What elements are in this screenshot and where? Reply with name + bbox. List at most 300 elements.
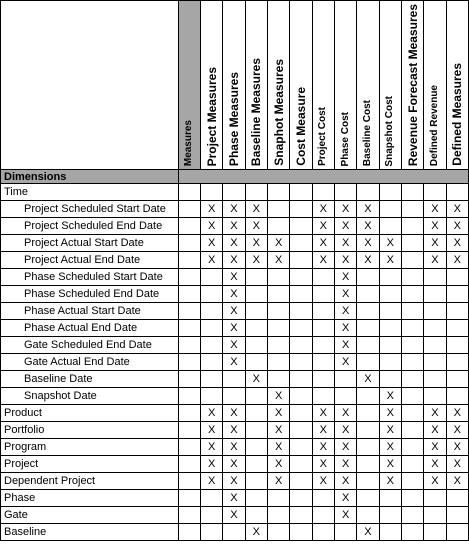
dimension-label: Project [1,456,179,473]
matrix-cell-mark: X [379,473,401,490]
dimension-label: Phase [1,490,179,507]
matrix-cell-mark: X [334,218,356,235]
dimension-row [1,405,469,422]
matrix-cell-mark: X [334,201,356,218]
matrix-cell [446,269,468,286]
dimension-label: Project Scheduled Start Date [1,201,179,218]
matrix-cell [290,439,312,456]
measure-column-header [446,1,468,170]
matrix-cell [401,320,423,337]
dimensions-header-label: Dimensions [1,170,179,184]
matrix-cell [245,422,267,439]
matrix-cell [401,235,423,252]
measures-gap-cell [178,473,200,490]
matrix-cell-mark: X [223,490,245,507]
matrix-cell-mark: X [424,456,446,473]
matrix-cell [424,303,446,320]
matrix-cell-mark: X [223,337,245,354]
dimension-row [1,235,469,252]
matrix-cell [401,269,423,286]
measure-column-label: Defined Revenue [428,84,440,167]
matrix-cell [401,524,423,541]
matrix-cell [200,286,222,303]
matrix-cell [290,422,312,439]
matrix-cell-mark: X [334,456,356,473]
matrix-cell [357,422,379,439]
matrix-cell [424,320,446,337]
matrix-cell [357,184,379,201]
matrix-cell-mark: X [267,405,289,422]
dimension-row [1,490,469,507]
matrix-cell-mark: X [446,456,468,473]
dimension-label: Program [1,439,179,456]
matrix-cell-mark: X [424,218,446,235]
matrix-cell-mark: X [223,439,245,456]
matrix-cell [290,473,312,490]
matrix-cell [267,184,289,201]
matrix-cell [290,388,312,405]
matrix-cell [446,388,468,405]
matrix-cell [267,201,289,218]
matrix-cell-mark: X [446,235,468,252]
matrix-cell-mark: X [200,456,222,473]
matrix-cell-mark: X [334,252,356,269]
measures-gap-cell [178,184,200,201]
matrix-cell [312,507,334,524]
measures-gap-cell [178,405,200,422]
dimension-row [1,422,469,439]
matrix-cell-mark: X [379,422,401,439]
measures-gap-cell [178,456,200,473]
measures-gap-cell [178,422,200,439]
matrix-cell [401,218,423,235]
matrix-cell-mark: X [200,473,222,490]
dimension-row [1,303,469,320]
matrix-cell [267,303,289,320]
matrix-cell-mark: X [312,252,334,269]
matrix-cell-mark: X [223,201,245,218]
measure-column-label: Project Cost [317,107,329,167]
matrix-cell [290,337,312,354]
matrix-cell [290,286,312,303]
matrix-cell [200,320,222,337]
matrix-cell [267,524,289,541]
measure-column-label: Cost Measure [293,87,308,167]
matrix-cell [401,354,423,371]
matrix-cell [401,422,423,439]
matrix-cell-mark: X [267,388,289,405]
measure-column-label: Baseline Cost [361,99,373,167]
matrix-cell [267,354,289,371]
matrix-cell [290,371,312,388]
measure-column-label: Snaphot Measures [271,59,286,167]
measure-column-header [401,1,423,170]
measures-gap-cell [178,490,200,507]
measures-gap-cell [178,371,200,388]
matrix-cell [200,354,222,371]
matrix-cell-mark: X [334,235,356,252]
matrix-cell [223,184,245,201]
matrix-cell-mark: X [424,439,446,456]
matrix-cell [379,320,401,337]
matrix-cell [357,320,379,337]
matrix-cell [200,388,222,405]
matrix-cell [379,524,401,541]
matrix-cell-mark: X [267,439,289,456]
matrix-cell [379,201,401,218]
matrix-cell [245,320,267,337]
matrix-cell-mark: X [446,218,468,235]
matrix-cell [267,320,289,337]
matrix-cell-mark: X [446,422,468,439]
matrix-cell [245,507,267,524]
matrix-cell [357,439,379,456]
measure-column-label: Project Measures [204,66,219,167]
matrix-cell [357,269,379,286]
measure-column-label: Defined Measures [450,63,465,167]
matrix-cell-mark: X [334,490,356,507]
matrix-cell-mark: X [379,235,401,252]
measures-gap-cell [178,439,200,456]
matrix-cell-mark: X [245,524,267,541]
matrix-cell [424,490,446,507]
matrix-cell [401,473,423,490]
matrix-cell-mark: X [312,422,334,439]
matrix-cell-mark: X [357,201,379,218]
matrix-cell-mark: X [223,286,245,303]
matrix-cell [312,337,334,354]
matrix-cell [401,439,423,456]
matrix-cell-mark: X [267,456,289,473]
matrix-cell [401,456,423,473]
matrix-cell-mark: X [424,201,446,218]
matrix-cell [424,354,446,371]
matrix-cell [290,184,312,201]
matrix-cell [446,507,468,524]
measure-column-label: Revenue Forecast Measures [405,4,420,167]
matrix-cell-mark: X [312,405,334,422]
matrix-cell [290,524,312,541]
matrix-cell-mark: X [334,473,356,490]
matrix-cell [245,184,267,201]
matrix-cell [446,320,468,337]
dimension-label: Project Scheduled End Date [1,218,179,235]
matrix-cell-mark: X [424,405,446,422]
matrix-cell [312,490,334,507]
dimension-label: Baseline [1,524,179,541]
matrix-cell [357,354,379,371]
matrix-cell [267,218,289,235]
dimension-label: Time [1,184,179,201]
matrix-cell-mark: X [446,405,468,422]
measure-column-header [379,1,401,170]
matrix-cell [446,354,468,371]
matrix-cell [424,507,446,524]
matrix-cell [245,337,267,354]
matrix-cell-mark: X [245,235,267,252]
matrix-cell [267,490,289,507]
measures-gap-cell [178,269,200,286]
matrix-cell [401,201,423,218]
matrix-cell-mark: X [446,252,468,269]
matrix-cell [401,371,423,388]
matrix-cell-mark: X [357,218,379,235]
matrix-cell [223,371,245,388]
dimensions-header-row [1,170,469,184]
matrix-cell-mark: X [424,422,446,439]
matrix-cell [312,184,334,201]
dimension-row [1,439,469,456]
matrix-cell-mark: X [223,422,245,439]
matrix-cell-mark: X [312,439,334,456]
matrix-cell [290,320,312,337]
matrix-cell-mark: X [245,218,267,235]
dimension-label: Project Actual Start Date [1,235,179,252]
matrix-cell-mark: X [379,405,401,422]
dimension-label: Snapshot Date [1,388,179,405]
matrix-cell-mark: X [424,473,446,490]
matrix-cell-mark: X [312,473,334,490]
matrix-cell [446,337,468,354]
matrix-cell [401,405,423,422]
matrix-cell [357,490,379,507]
matrix-cell-mark: X [334,286,356,303]
matrix-cell-mark: X [223,235,245,252]
matrix-cell-mark: X [334,507,356,524]
measure-column-label: Phase Measures [226,72,241,167]
dimension-label: Project Actual End Date [1,252,179,269]
measure-column-label: Baseline Measures [249,58,264,167]
matrix-cell-mark: X [334,337,356,354]
matrix-cell [312,303,334,320]
matrix-cell [200,524,222,541]
matrix-cell-mark: X [223,405,245,422]
matrix-cell-mark: X [200,405,222,422]
measure-column-header [312,1,334,170]
matrix-cell-mark: X [312,456,334,473]
matrix-cell [446,184,468,201]
dimension-row [1,473,469,490]
matrix-cell [357,303,379,320]
matrix-cell-mark: X [223,456,245,473]
matrix-cell [424,269,446,286]
measures-gap-cell [178,286,200,303]
matrix-cell [290,303,312,320]
matrix-cell-mark: X [312,201,334,218]
dimensions-header-fill [178,170,468,184]
matrix-cell [379,507,401,524]
matrix-cell-mark: X [446,473,468,490]
matrix-cell [357,388,379,405]
matrix-cell [312,388,334,405]
matrix-cell-mark: X [379,439,401,456]
header-row [1,1,469,170]
matrix-cell [223,388,245,405]
measures-header-label: Measures [183,119,195,167]
matrix-cell [357,507,379,524]
matrix-cell [245,405,267,422]
dimension-row [1,371,469,388]
matrix-cell [200,303,222,320]
dimension-row [1,269,469,286]
matrix-cell [424,184,446,201]
matrix-cell [267,286,289,303]
matrix-cell-mark: X [424,252,446,269]
matrix-cell [379,269,401,286]
measures-gap-cell [178,388,200,405]
matrix-cell-mark: X [223,473,245,490]
matrix-cell-mark: X [334,439,356,456]
matrix-cell [446,303,468,320]
matrix-cell-mark: X [223,218,245,235]
matrix-cell [200,490,222,507]
matrix-cell-mark: X [245,252,267,269]
matrix-cell [401,388,423,405]
dimension-label: Gate Scheduled End Date [1,337,179,354]
matrix-cell [446,286,468,303]
matrix-cell [379,490,401,507]
dimension-label: Portfolio [1,422,179,439]
measure-column-header [223,1,245,170]
dimension-label: Gate Actual End Date [1,354,179,371]
dimension-label: Phase Scheduled End Date [1,286,179,303]
matrix-cell [424,388,446,405]
matrix-cell [379,371,401,388]
matrix-cell-mark: X [200,201,222,218]
matrix-cell [401,303,423,320]
matrix-cell [200,507,222,524]
matrix-cell-mark: X [334,422,356,439]
matrix-cell-mark: X [334,303,356,320]
matrix-cell-mark: X [357,371,379,388]
dimension-label: Gate [1,507,179,524]
matrix-cell [312,286,334,303]
dimension-row [1,337,469,354]
matrix-cell [312,524,334,541]
matrix-cell [334,524,356,541]
measures-gap-cell [178,218,200,235]
matrix-cell [357,405,379,422]
measure-column-label: Snapshot Cost [384,95,396,167]
matrix-cell-mark: X [334,320,356,337]
matrix-cell-mark: X [223,320,245,337]
matrix-cell-mark: X [334,405,356,422]
dimension-row [1,252,469,269]
dimension-row [1,507,469,524]
measure-column-header [424,1,446,170]
matrix-cell-mark: X [223,354,245,371]
measures-gap-cell [178,507,200,524]
matrix-cell [223,524,245,541]
measures-gap-cell [178,235,200,252]
matrix-cell [200,337,222,354]
matrix-cell [312,354,334,371]
matrix-cell [267,371,289,388]
matrix-cell-mark: X [312,235,334,252]
matrix-cell [401,252,423,269]
matrix-cell [245,456,267,473]
matrix-cell [334,184,356,201]
matrix-cell-mark: X [312,218,334,235]
matrix-cell [424,524,446,541]
matrix-cell [290,235,312,252]
matrix-cell-mark: X [357,235,379,252]
matrix-cell [401,184,423,201]
matrix-cell [245,354,267,371]
matrix-cell [334,371,356,388]
matrix-cell [290,269,312,286]
matrix-cell [379,337,401,354]
matrix-cell [267,337,289,354]
matrix-cell-mark: X [223,252,245,269]
dimension-label: Dependent Project [1,473,179,490]
matrix-cell-mark: X [446,201,468,218]
matrix-cell [267,269,289,286]
matrix-cell-mark: X [357,252,379,269]
matrix-cell [312,371,334,388]
matrix-cell [357,337,379,354]
matrix-cell [290,456,312,473]
matrix-cell [312,320,334,337]
matrix-cell [424,286,446,303]
matrix-cell [401,507,423,524]
matrix-cell-mark: X [200,252,222,269]
matrix-cell-mark: X [379,388,401,405]
matrix-cell-mark: X [379,456,401,473]
matrix-cell-mark: X [334,269,356,286]
matrix-cell-mark: X [379,252,401,269]
corner-cell [1,1,179,170]
matrix-cell [245,473,267,490]
matrix-cell [290,490,312,507]
matrix-cell [357,456,379,473]
measures-gap-cell [178,252,200,269]
measures-gap-cell [178,354,200,371]
matrix-cell-mark: X [223,507,245,524]
matrix-cell-mark: X [446,439,468,456]
dimension-row [1,524,469,541]
matrix-cell-mark: X [267,235,289,252]
dimension-row [1,218,469,235]
matrix-cell [245,303,267,320]
matrix-cell [245,439,267,456]
matrix-cell [290,218,312,235]
matrix-cell [200,269,222,286]
measure-column-header [334,1,356,170]
matrix-cell [357,473,379,490]
matrix-cell-mark: X [200,235,222,252]
matrix-cell [290,507,312,524]
matrix-cell [200,371,222,388]
matrix-cell [267,507,289,524]
matrix-cell [245,286,267,303]
matrix-cell-mark: X [223,269,245,286]
measures-gap-cell [178,303,200,320]
matrix-cell [379,303,401,320]
matrix-cell [446,490,468,507]
matrix-cell [379,218,401,235]
matrix-cell-mark: X [200,218,222,235]
matrix-cell-mark: X [424,235,446,252]
matrix-cell [245,388,267,405]
matrix-body [1,170,469,541]
dimension-row [1,456,469,473]
dimension-label: Phase Actual Start Date [1,303,179,320]
measures-gap-cell [178,337,200,354]
dimension-row [1,201,469,218]
matrix-cell [446,524,468,541]
dimension-row [1,184,469,201]
